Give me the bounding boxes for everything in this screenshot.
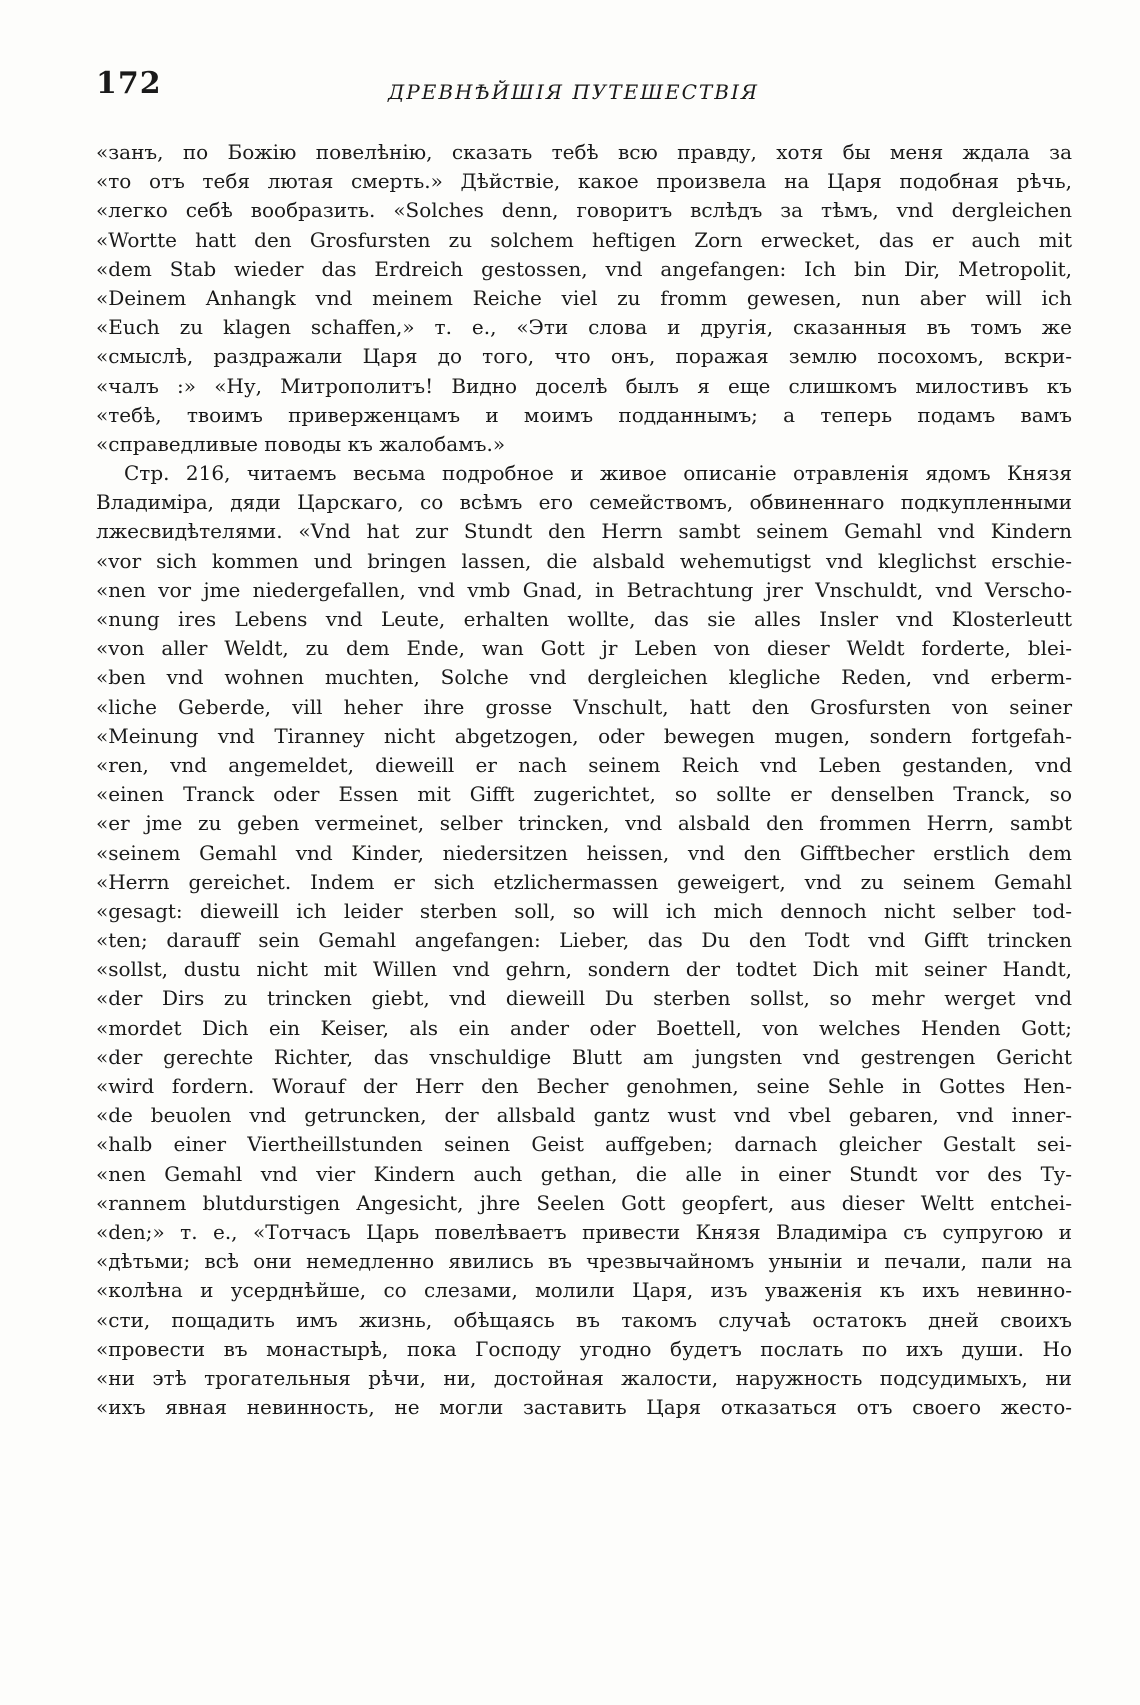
text-line: «der Dirs zu trincken giebt, vnd dieweill Du sterben sollst, so mehr werget vnd [96,986,1072,1011]
text-line: «seinem Gemahl vnd Kinder, niedersitzen heissen, vnd den Gifftbecher erstlich dem [96,840,1072,865]
text-line: «ben vnd wohnen muchten, Solche vnd dergleichen klegliche Reden, vnd erberm- [96,665,1072,690]
text-line: Стр. 216, читаемъ весьма подробное и живое описаніе отравленія ядомъ Князя [124,461,1072,486]
text-line: «дѣтьми; всѣ они немедленно явились въ чрезвычайномъ уныніи и печали, пали на [96,1249,1072,1274]
text-line: «сти, пощадить имъ жизнь, обѣщаясь въ такомъ случаѣ остатокъ дней своихъ [96,1307,1072,1332]
text-line: «Meinung vnd Tiranney nicht abgetzogen, oder bewegen mugen, sondern fortgefah- [96,723,1072,748]
text-line: «der gerechte Richter, das vnschuldige Blutt am jungsten vnd gestrengen Gericht [96,1044,1072,1069]
text-line: «er jme zu geben vermeinet, selber trincken, vnd alsbald den frommen Herrn, sambt [96,811,1072,836]
text-line: «mordet Dich ein Keiser, als ein ander oder Boettell, von welches Henden Gott; [96,1015,1072,1040]
text-line: «gesagt: dieweill ich leider sterben soll, so will ich mich dennoch nicht selber tod- [96,898,1072,923]
text-line: «halb einer Viertheillstunden seinen Geist auffgeben; darnach gleicher Gestalt sei- [96,1132,1072,1157]
text-line: «колѣна и усерднѣйше, со слезами, молили Царя, изъ уваженія къ ихъ невинно- [96,1278,1072,1303]
text-line: лжесвидѣтелями. «Vnd hat zur Stundt den Herrn sambt seinem Gemahl vnd Kindern [96,519,1072,544]
text-line: «Wortte hatt den Grosfursten zu solchem heftigen Zorn erwecket, das er auch mit [96,227,1072,252]
body-text [96,138,1072,1422]
text-line: «nen Gemahl vnd vier Kindern auch gethan, die alle in einer Stundt vor des Ty- [96,1161,1072,1186]
page-number: 172 [96,66,162,101]
text-line: «dem Stab wieder das Erdreich gestossen, vnd angefangen: Ich bin Dir, Metropolit, [96,256,1072,281]
text-line: «Deinem Anhangk vnd meinem Reiche viel zu fromm gewesen, nun aber will ich [96,285,1072,310]
text-line: «rannem blutdurstigen Angesicht, jhre Seelen Gott geopfert, aus dieser Weltt entchei- [96,1190,1072,1215]
text-line: «ren, vnd angemeldet, dieweill er nach seinem Reich vnd Leben gestanden, vnd [96,752,1072,777]
text-line: «справедливые поводы къ жалобамъ.» [96,431,506,456]
text-line: «ten; darauff sein Gemahl angefangen: Lieber, das Du den Todt vnd Gifft trincken [96,928,1072,953]
text-line: «von aller Weldt, zu dem Ende, wan Gott jr Leben von dieser Weldt forderte, blei- [96,636,1072,661]
text-line: «смыслѣ, раздражали Царя до того, что онъ, поражая землю посохомъ, вскри- [96,344,1072,369]
text-line: «nung ires Lebens vnd Leute, erhalten wollte, das sie alles Insler vnd Klosterleutt [96,607,1072,631]
text-line: «wird fordern. Worauf der Herr den Becher genohmen, seine Sehle in Gottes Hen- [96,1074,1072,1098]
text-line: «liche Geberde, vill heher ihre grosse Vnschult, hatt den Grosfursten von seiner [96,694,1072,719]
text-line: «de beuolen vnd getruncken, der allsbald gantz wust vnd vbel gebaren, vnd inner- [96,1103,1072,1128]
text-line: «den;» т. е., «Тотчасъ Царь повелѣваетъ привести Князя Владиміра съ супругою и [96,1219,1072,1244]
text-line: «провести въ монастырѣ, пока Господу угодно будетъ послать по ихъ души. Но [96,1336,1072,1361]
text-line: «vor sich kommen und bringen lassen, die alsbald wehemutigst vnd kleglichst erschie- [96,548,1072,573]
text-line: «Euch zu klagen schaffen,» т. е., «Эти слова и другія, сказанныя въ томъ же [96,315,1072,340]
text-line: «ихъ явная невинность, не могли заставить Царя отказаться отъ своего жесто- [96,1395,1072,1420]
running-title: ДРЕВНѢЙШІЯ ПУТЕШЕСТВІЯ [388,80,760,104]
text-line: «Herrn gereichet. Indem er sich etzlichermassen geweigert, vnd zu seinem Gemahl [96,869,1072,894]
text-line: «чалъ :» «Ну, Митрополитъ! Видно доселѣ былъ я еще слишкомъ милостивъ къ [96,373,1072,398]
text-line: «einen Tranck oder Essen mit Gifft zugerichtet, so sollte er denselben Tranck, so [96,782,1072,807]
text-line: «nen vor jme niedergefallen, vnd vmb Gnad, in Betrachtung jrer Vnschuldt, vnd Verscho- [96,577,1072,602]
text-line: «занъ, по Божію повелѣнію, сказать тебѣ всю правду, хотя бы меня ждала за [96,140,1072,164]
text-line: «то отъ тебя лютая смерть.» Дѣйствіе, какое произвела на Царя подобная рѣчь, [96,169,1072,194]
text-line: Владиміра, дяди Царскаго, со всѣмъ его семействомъ, обвиненнаго подкупленными [96,490,1072,515]
text-line: «sollst, dustu nicht mit Willen vnd gehrn, sondern der todtet Dich mit seiner Handt, [96,957,1072,982]
text-line: «тебѣ, твоимъ приверженцамъ и моимъ подданнымъ; а теперь подамъ вамъ [96,402,1072,427]
text-line: «легко себѣ вообразить. «Solches denn, говоритъ вслѣдъ за тѣмъ, vnd dergleichen [96,198,1072,223]
text-line: «ни этѣ трогательныя рѣчи, ни, достойная жалости, наружность подсудимыхъ, ни [96,1365,1072,1390]
